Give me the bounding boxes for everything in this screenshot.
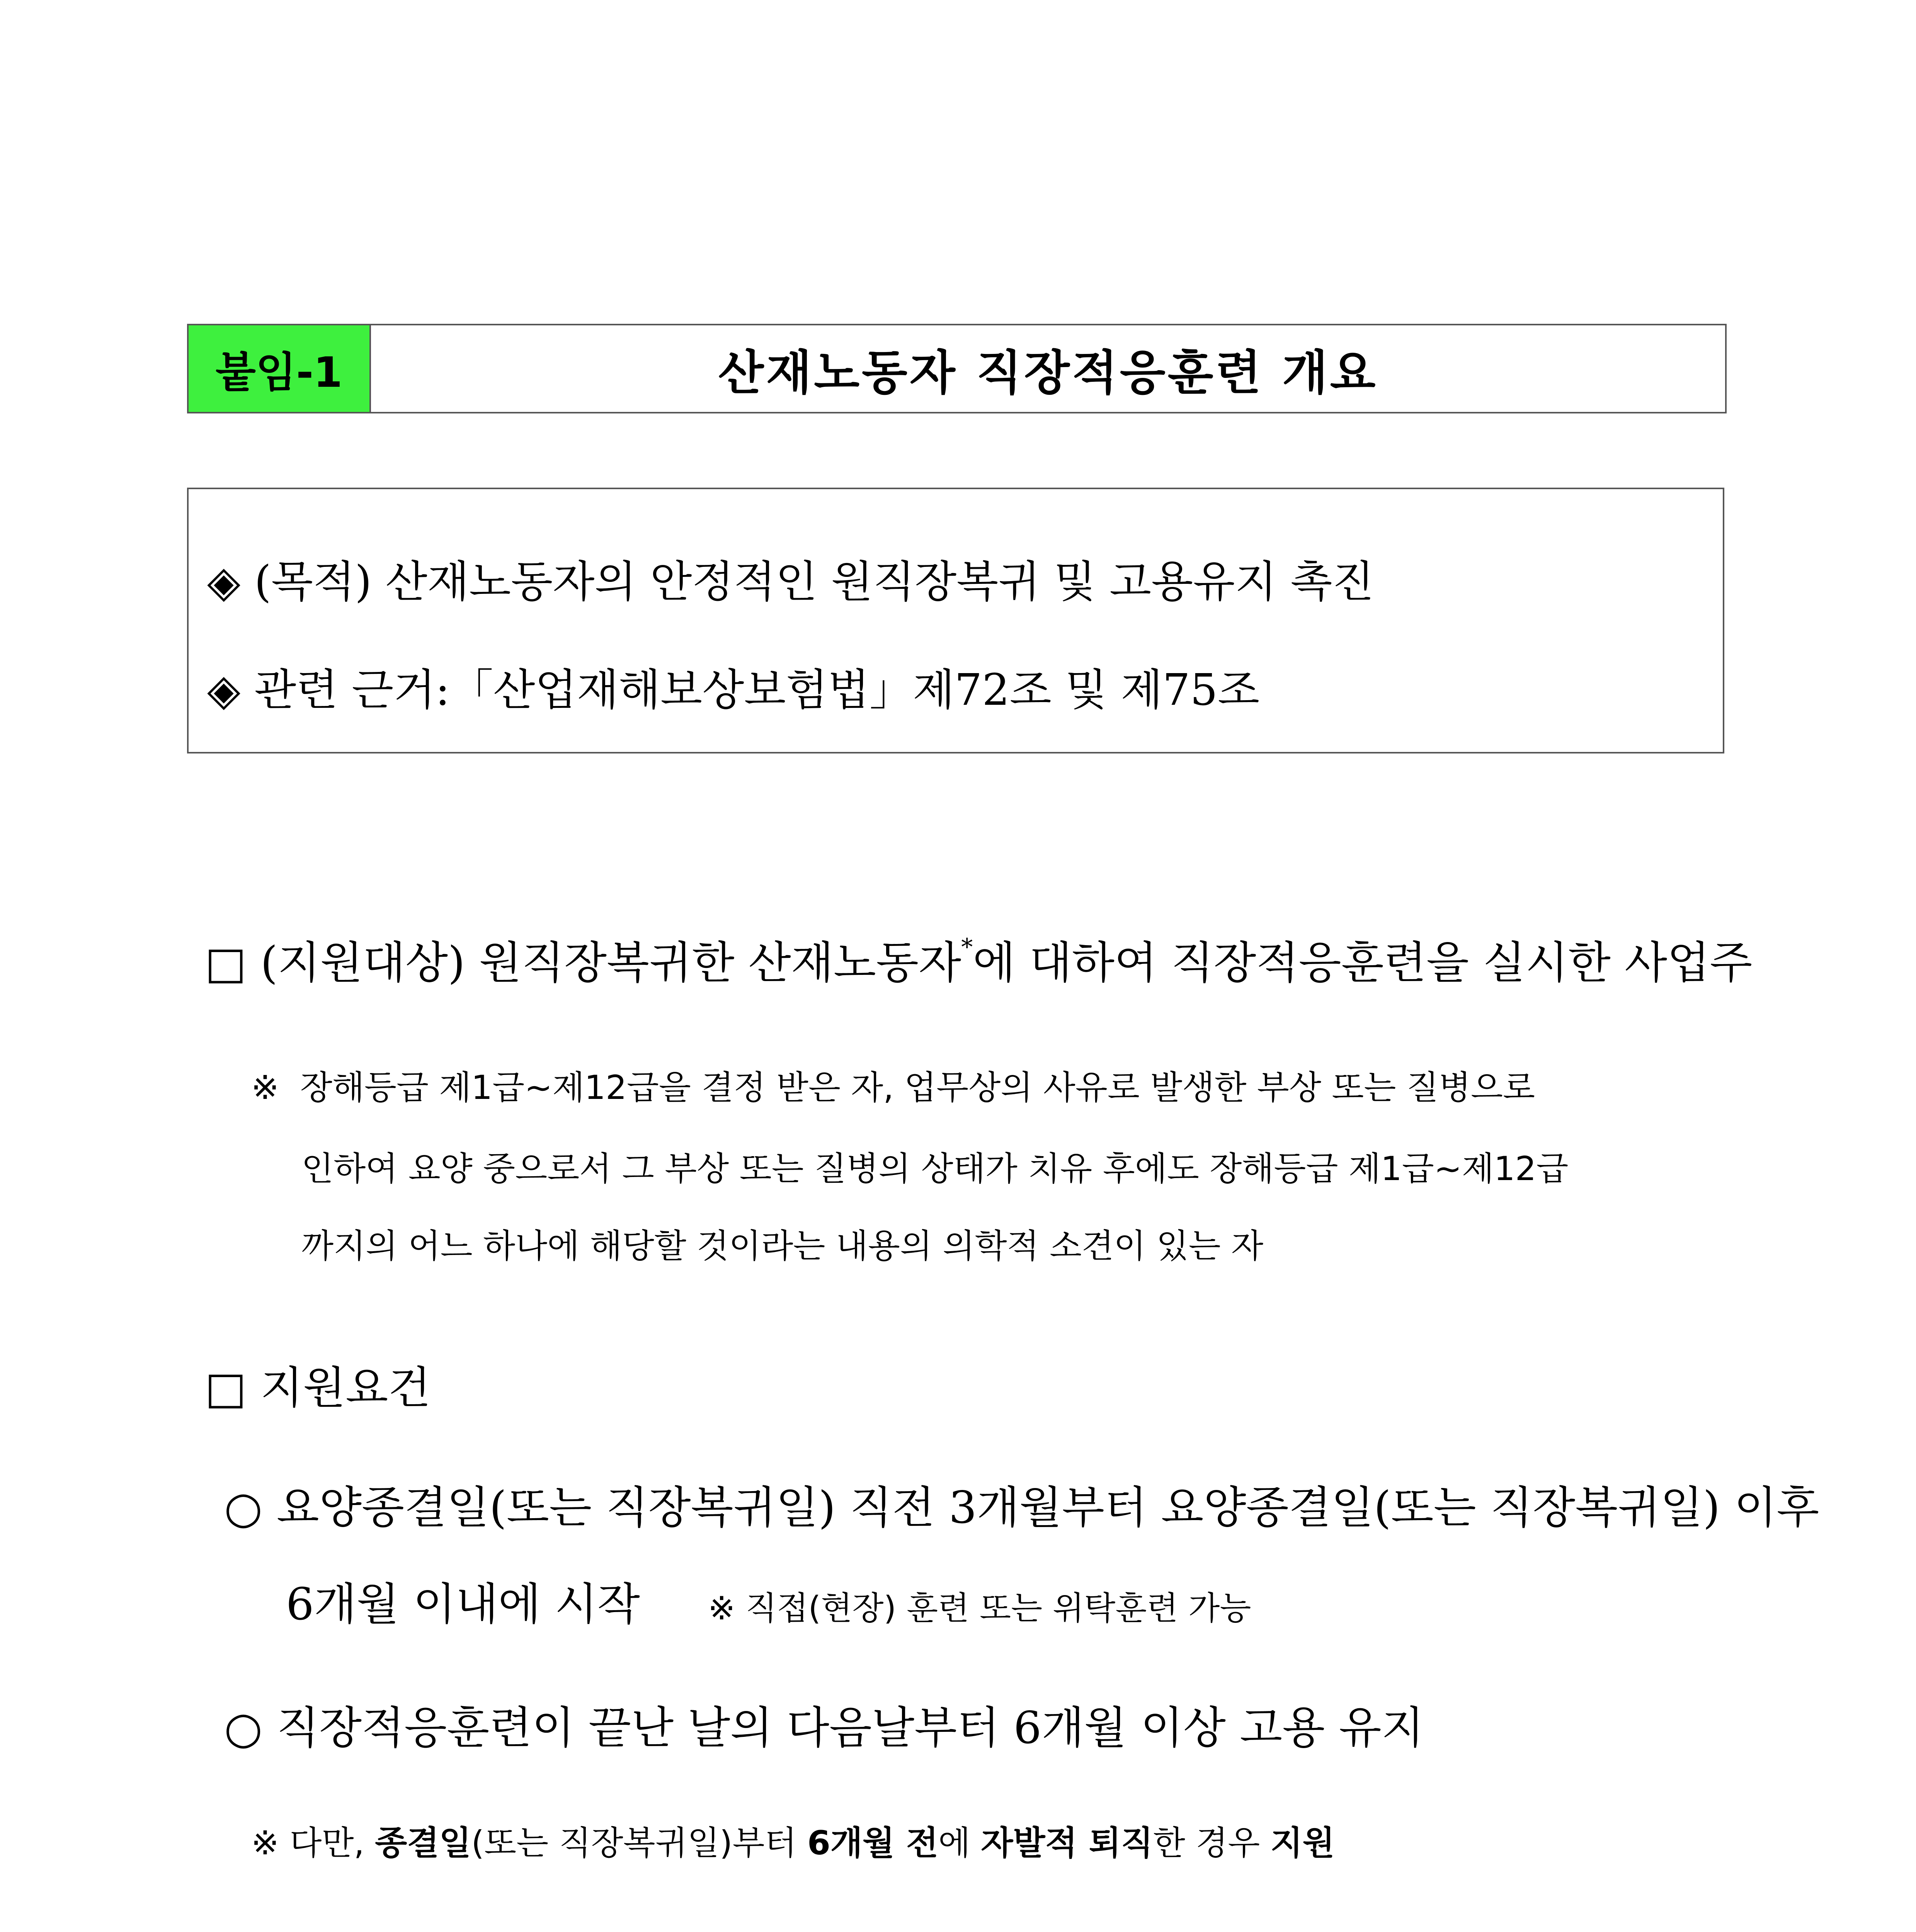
page-title: 산재노동자 직장적응훈련 개요 xyxy=(718,345,1378,400)
section-requirements-heading: □ 지원요건 xyxy=(205,1362,431,1413)
section-target-heading xyxy=(205,927,1752,991)
summary-purpose xyxy=(207,547,1374,609)
requirement-item-1-note: ※ 직접(현장) 훈련 또는 위탁훈련 가능 xyxy=(708,1589,1251,1627)
purpose-text: (목적) 산재노동자의 안정적인 원직장복귀 및 고용유지 촉진 xyxy=(254,557,1374,607)
asterisk-mark: * xyxy=(961,934,973,961)
requirement-exception-note: ※ 다만, 종결일(또는 직장복귀일)부터 6개월 전에 자발적 퇴직한 경우 지원 xyxy=(251,1824,1335,1862)
requirement-item-1: ○ 요양종결일(또는 직장복귀일) 직전 3개월부터 요양종결일(또는 직장복귀일) 이후 xyxy=(224,1482,1819,1533)
document-header xyxy=(187,324,1727,413)
reference-mark-icon: ※ xyxy=(251,1068,279,1107)
target-note-line2: 인하여 요양 중으로서 그 부상 또는 질병의 상태가 치유 후에도 장해등급 제1급~제12급 xyxy=(301,1150,1569,1188)
target-note-line3: 까지의 어느 하나에 해당할 것이라는 내용의 의학적 소견이 있는 자 xyxy=(301,1227,1264,1265)
requirement-item-1-cont: 6개월 이내에 시작 ※ 직접(현장) 훈련 또는 위탁훈련 가능 xyxy=(286,1578,1251,1630)
checkbox-square-icon: □ xyxy=(205,1362,247,1413)
diamond-icon: ◈ xyxy=(207,557,241,607)
requirement-item-2: ○ 직장적응훈련이 끝난 날의 다음날부터 6개월 이상 고용 유지 xyxy=(224,1702,1424,1753)
circle-bullet-icon: ○ xyxy=(224,1702,263,1753)
target-note-line1: ※ 장해등급 제1급∼제12급을 결정 받은 자, 업무상의 사유로 발생한 부상 또는 질병으로 xyxy=(251,1068,1535,1107)
attachment-tag: 붙임-1 xyxy=(189,325,371,412)
target-text-before: (지원대상) 원직장복귀한 산재노동자 xyxy=(260,937,961,988)
summary-basis xyxy=(207,655,1259,718)
checkbox-square-icon: □ xyxy=(205,937,247,988)
diamond-icon: ◈ xyxy=(207,665,241,715)
summary-box xyxy=(187,488,1724,753)
basis-text: 관련 근거:「산업재해보상보험법」제72조 및 제75조 xyxy=(254,665,1260,715)
target-text-after: 에 대하여 직장적응훈련을 실시한 사업주 xyxy=(973,937,1753,988)
circle-bullet-icon: ○ xyxy=(224,1482,263,1533)
